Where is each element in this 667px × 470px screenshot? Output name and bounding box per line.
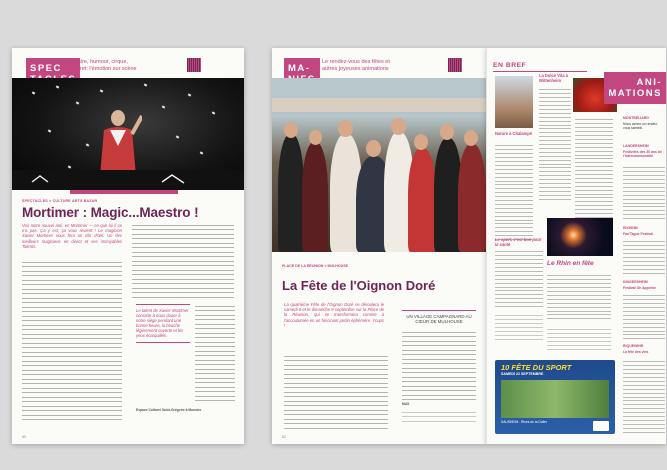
agenda-item-text-4: Festival Oh Appréhe xyxy=(623,286,656,290)
agenda-item-text-5: La fête des vins xyxy=(623,350,649,354)
brief-text-3 xyxy=(495,250,543,308)
ad-headline: 10 FÊTE DU SPORT xyxy=(501,363,572,372)
agenda-item-text-2: Festivités des 30 ans de l'Intercommunalité xyxy=(623,150,662,159)
agenda-item-title-1: MONTBÉLIARD xyxy=(623,116,649,120)
section-tag-spectacles: SPEC xyxy=(26,58,80,90)
en-bref-title: EN BREF xyxy=(493,62,527,69)
photo-fireworks xyxy=(547,218,613,256)
section-subtitle: Le rendez-vous des fêtes et autres joyeuses animations xyxy=(322,59,390,72)
agenda-item-body-2 xyxy=(623,166,665,222)
en-bref-rule xyxy=(493,71,587,72)
ad-fete-du-sport[interactable] xyxy=(495,360,615,434)
event-info xyxy=(402,410,476,424)
brief-title-2: La Dolce Vita à Wittenheim xyxy=(539,73,569,83)
page-spectacles xyxy=(12,48,244,444)
pull-quote: Le talent de Xavier Mortimer consiste à nous douer à notre siège pendant une bonne heure, la bouche légèrement ouverte et les yeux écarquillés. xyxy=(136,304,190,343)
brief-info-4 xyxy=(547,328,611,350)
brief-text-1 xyxy=(495,144,533,242)
ad-footer: SAUSHEIM - Rives de la Doller xyxy=(501,420,547,424)
brief-title-1: Nature à Chalampé xyxy=(495,131,533,136)
qr-code-icon xyxy=(448,58,462,72)
article-rubric: PLACE DE LA RÉUNION > MULHOUSE xyxy=(282,264,349,268)
agenda-item-title-4: KINGERSHEIM xyxy=(623,280,648,284)
sidebar-box-title: UN VILLAGE CAMPAGNARD AU CŒUR DE MULHOUSE xyxy=(402,310,476,324)
section-subtitle: Théâtre, humour, cirque, cabaret: l'émotion sur scène xyxy=(68,59,137,72)
article-rubric: SPECTACLES > CULTURE ARTS BAZAR xyxy=(22,199,98,203)
article-intro: La quatrième Fête de l'Oignon Doré se déroulera le samedi 8 et le dimanche 9 septembre sur la Place de la Réunion, qui se transformera comme à l'accoutumée en un fascinant jardin éphémère. Ycups ! xyxy=(284,302,384,328)
brief-text-2b xyxy=(575,118,613,222)
agenda-item-body-3 xyxy=(623,240,665,276)
photo-fete-oignon xyxy=(272,78,486,252)
article-body-left xyxy=(22,260,122,420)
brief-title-4: Le Rhin en fête xyxy=(547,260,594,267)
page-manifs xyxy=(272,48,486,444)
brief-text-2 xyxy=(539,88,571,200)
agenda-item-title-5: RIQUEWIHR xyxy=(623,344,644,348)
qr-code-icon xyxy=(187,58,201,72)
article-body-left xyxy=(284,354,388,430)
page-number: 82 xyxy=(282,435,286,439)
agenda-item-text-1: Nous avons un rendez-vous samedi. xyxy=(623,122,659,131)
ad-logo-icon xyxy=(593,421,609,431)
photo-mortimer xyxy=(12,78,244,190)
page-number: 80 xyxy=(22,435,26,439)
agenda-item-body-5 xyxy=(623,360,665,434)
decorative-band xyxy=(70,190,178,194)
agenda-item-body-4 xyxy=(623,294,665,340)
page-en-bref xyxy=(486,48,666,444)
ad-date: SAMEDI 22 SEPTEMBRE xyxy=(501,372,544,376)
article-headline: La Fête de l'Oignon Doré xyxy=(282,278,436,293)
brief-title-3: Le sport, c'est bon pour la santé xyxy=(495,237,542,247)
author-signoff: MAS xyxy=(402,402,410,406)
article-body-right-top xyxy=(132,223,234,299)
stage-floor xyxy=(12,170,244,190)
agenda-item-text-3: Fan'Tague Festival xyxy=(623,232,654,236)
section-tag-animations: ANI- MATIONS xyxy=(604,72,666,104)
sidebar-box-body xyxy=(402,330,476,400)
brief-text-4 xyxy=(547,274,611,322)
venue-info: Espace Culturel Saint-Grégoire à Munster xyxy=(136,408,202,412)
agenda-item-title-2: LANDERSHEIM xyxy=(623,144,649,148)
article-headline: Mortimer : Magic...Maestro ! xyxy=(22,205,199,220)
agenda-item-title-3: RIXHEIM xyxy=(623,226,638,230)
article-intro: Voir notre nouvel ami, en Mortimer — ce que lui il ce n'a pas. Ça y est, ça vous revient ! Le magicien Xavier Mortimer vous fera un clin d'œil. Un des meilleurs magiciens en direct et ses incroyables Talents. xyxy=(22,223,122,249)
section-tag-manifs: MA- xyxy=(284,58,320,90)
photo-nature-chalampe xyxy=(495,76,533,128)
brief-info-3 xyxy=(495,314,543,342)
article-body-right-bottom xyxy=(195,304,235,404)
ad-image xyxy=(501,380,609,418)
